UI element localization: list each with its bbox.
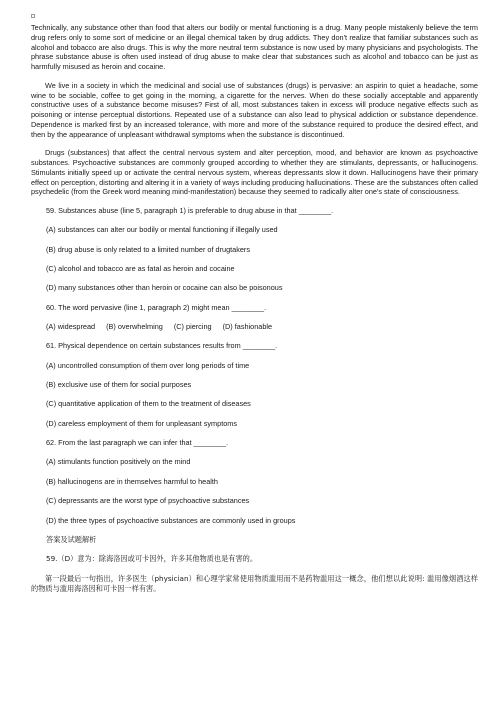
question-60-stem: 60. The word pervasive (line 1, paragraph 2) might mean ________. — [46, 302, 267, 312]
passage-paragraph-1: Technically, any substance other than food that alters our bodily or mental functioning is a drug. Many people mistakenly believe the term drug refers only to some sort of medicine or an illegal chemical taken by drug addicts. They don't realize that familiar substances such as alcohol and tobacco are also drugs. This is why the more neutral term substance is now used by many physicians and psychologists. The phrase substance abuse is often used instead of drug abuse to make clear that substances such as alcohol and tobacco can be just as harmfully misused as heroin and cocaine. — [31, 23, 478, 71]
question-61-option-b: (B) exclusive use of them for social purposes — [46, 380, 192, 390]
question-60-option-c: (C) piercing — [173, 322, 212, 332]
question-62-option-b: (B) hallucinogens are in themselves harmful to health — [46, 476, 218, 486]
passage-paragraph-2: We live in a society in which the medicinal and social use of substances (drugs) is pervasive: an aspirin to quiet a headache, some wine to be sociable, coffee to get going in the morning, a cigarette for the nerves. When do these socially acceptable and apparently constructive uses of a substance become misuses? First of all, most substances taken in excess will produce negative effects such as poisoning or intense perceptual distortions. Repeated use of a substance can also lead to physical addiction or substance dependence. Dependence is marked first by an increased tolerance, with more and more of the substance required to produce the desired effect, and then by the appearance of unpleasant withdrawal symptoms when the substance is discontinued. — [31, 80, 478, 139]
answer-59: 59.（D）意为：除海洛因或可卡因外，许多其他物质也是有害的。 — [46, 554, 258, 564]
question-62-option-c: (C) depressants are the worst type of psychoactive substances — [46, 496, 250, 506]
question-60-option-a: (A) widespread — [46, 322, 96, 332]
page-marker — [31, 14, 35, 18]
question-62-option-a: (A) stimulants function positively on the mind — [46, 457, 191, 467]
question-61-option-a: (A) uncontrolled consumption of them over long periods of time — [46, 360, 250, 370]
question-59-option-a: (A) substances can alter our bodily or mental functioning if illegally used — [46, 225, 278, 235]
question-61-option-d: (D) careless employment of them for unpleasant symptoms — [46, 418, 238, 428]
answers-heading: 答案及试题解析 — [46, 534, 97, 544]
question-60-option-b: (B) overwhelming — [106, 322, 163, 332]
passage-paragraph-3: Drugs (substances) that affect the central nervous system and alter perception, mood, and behavior are known as psychoactive substances. Psychoactive substances are commonly grouped according to whether they are stimulants, depressants, or hallucinogens. Stimulants initially speed up or activate the central nervous system, whereas depressants slow it down. Hallucinogens have their primary effect on perception, distorting and altering it in a variety of ways including producing hallucinations. These are the substances often called psychedelic (from the Greek word meaning mind-manifestation) because they seemed to radically alter one's state of consciousness. — [31, 148, 478, 197]
answer-59-explanation: 第一段最后一句指出，许多医生（physician）和心理学家常使用物质滥用而不是药物滥用这一概念，他们想以此说明: 滥用像烟酒这样的物质与滥用海洛因和可卡因一样有害。 — [31, 573, 478, 593]
question-62-option-d: (D) the three types of psychoactive substances are commonly used in groups — [46, 515, 296, 525]
question-59-option-c: (C) alcohol and tobacco are as fatal as heroin and cocaine — [46, 264, 235, 274]
question-59-option-b: (B) drug abuse is only related to a limited number of drugtakers — [46, 244, 251, 254]
question-60-options — [31, 322, 478, 332]
question-61-option-c: (C) quantitative application of them to the treatment of diseases — [46, 399, 251, 409]
question-59-option-d: (D) many substances other than heroin or cocaine can also be poisonous — [46, 283, 283, 293]
question-60-option-d: (D) fashionable — [222, 322, 273, 332]
document-page — [31, 14, 478, 600]
question-61-stem: 61. Physical dependence on certain substances results from ________. — [46, 341, 278, 351]
question-62-stem: 62. From the last paragraph we can infer that ________. — [46, 438, 229, 448]
question-59-stem: 59. Substances abuse (line 5, paragraph 1) is preferable to drug abuse in that ________. — [46, 206, 334, 215]
